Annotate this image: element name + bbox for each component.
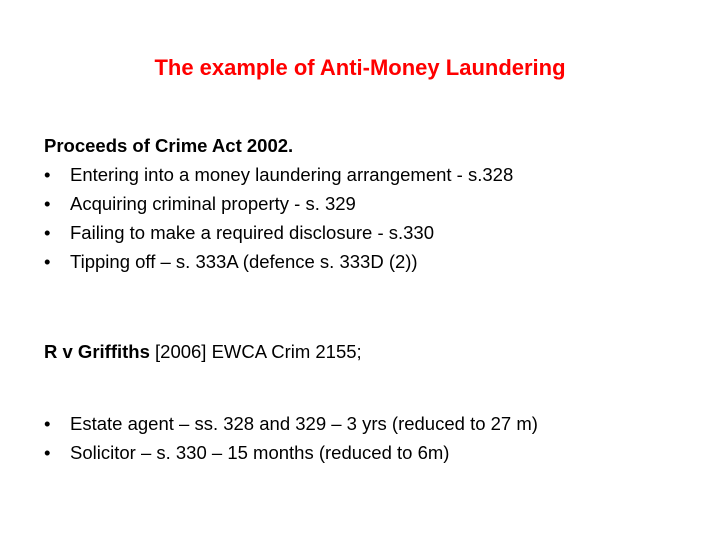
- case-name: R v Griffiths: [44, 341, 150, 362]
- offence-text: Tipping off – s. 333A (defence s. 333D (2)): [70, 251, 418, 272]
- offence-text: Acquiring criminal property - s. 329: [70, 193, 356, 214]
- bullet-icon: •: [44, 251, 51, 272]
- list-item: [44, 409, 538, 438]
- list-item: [44, 218, 513, 247]
- list-item: [44, 247, 513, 276]
- list-item: [44, 189, 513, 218]
- list-item: [44, 438, 538, 467]
- bullet-icon: •: [44, 222, 51, 243]
- sentence-text: Solicitor – s. 330 – 15 months (reduced to 6m): [70, 442, 450, 463]
- case-reference: [44, 337, 704, 366]
- offence-text: Entering into a money laundering arrangement - s.328: [70, 164, 514, 185]
- sentences-list: [44, 409, 538, 467]
- slide-title: The example of Anti-Money Laundering: [154, 55, 566, 80]
- act-heading: Proceeds of Crime Act 2002.: [44, 135, 294, 156]
- bullet-icon: •: [44, 164, 51, 185]
- case-citation: [2006] EWCA Crim 2155;: [149, 341, 362, 362]
- bullet-icon: •: [44, 413, 51, 434]
- offence-text: Failing to make a required disclosure - s.330: [70, 222, 435, 243]
- offences-list: [44, 160, 513, 276]
- sentence-text: Estate agent – ss. 328 and 329 – 3 yrs (reduced to 27 m): [70, 413, 538, 434]
- bullet-icon: •: [44, 193, 51, 214]
- list-item: [44, 160, 513, 189]
- bullet-icon: •: [44, 442, 51, 463]
